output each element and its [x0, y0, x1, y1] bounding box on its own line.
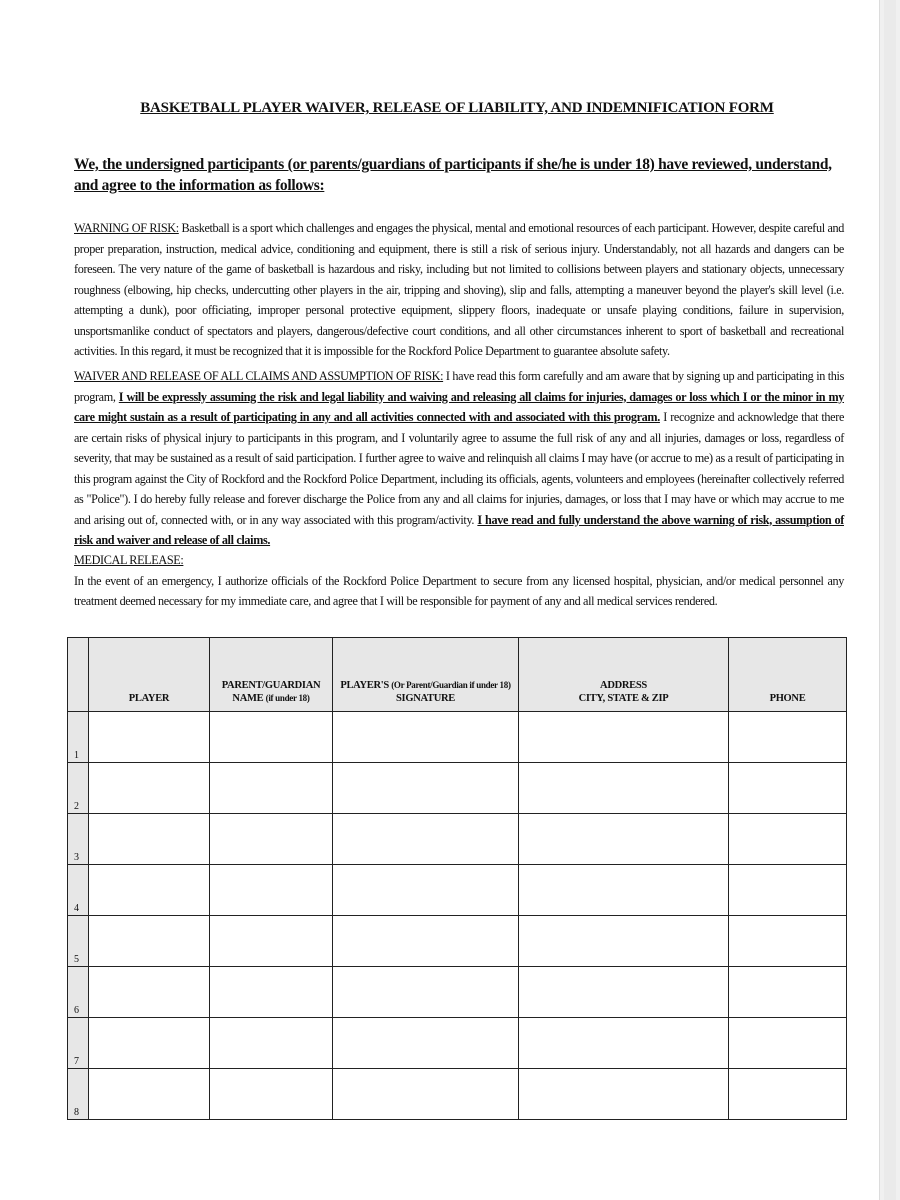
player-cell[interactable] [89, 1018, 210, 1069]
warning-text: Basketball is a sport which challenges and engages the physical, mental and emotional resources of each participant. However, despite careful and proper preparation, instruction, medical advice, conditioning and equipment, there is still a risk of serious injury. Understandably, not all hazards and dangers can be foreseen. The very nature of the game of basketball is hazardous and risky, including but not limited to collisions between players and stationary objects, unnecessary roughness (elbowing, hip checks, undercutting other players in the air, tripping and shoving), slip and falls, attempting a maneuver beyond the player's skill level (i.e. attempting a dunk), poor officiating, improper personal protective equipment, slippery floors, inadequate or unsafe playing conditions, failure in supervision, unsportsmanlike conduct of spectators and players, dangerous/defective court conditions, and all other circumstances inherent to sport of basketball and recreational activities. In this regard, it must be recognized that it is impossible for the Rockford Police Department to guarantee absolute safety. [74, 221, 844, 358]
signature-cell[interactable] [333, 916, 519, 967]
address-cell[interactable] [519, 865, 729, 916]
vertical-scrollbar[interactable] [879, 0, 900, 1200]
player-cell[interactable] [89, 814, 210, 865]
player-cell[interactable] [89, 763, 210, 814]
row-number: 4 [68, 865, 89, 916]
waiver-text-1: I have read this form carefully and am aware that by signing up and participating in this program, [74, 369, 844, 404]
player-cell[interactable] [89, 865, 210, 916]
address-cell[interactable] [519, 1018, 729, 1069]
phone-cell[interactable] [729, 1069, 847, 1120]
player-cell[interactable] [89, 712, 210, 763]
address-cell[interactable] [519, 814, 729, 865]
form-title: BASKETBALL PLAYER WAIVER, RELEASE OF LIABILITY, AND INDEMNIFICATION FORM [140, 100, 774, 116]
signature-cell[interactable] [333, 865, 519, 916]
guardian-name-cell[interactable] [210, 865, 333, 916]
guardian-name-cell[interactable] [210, 712, 333, 763]
medical-text: In the event of an emergency, I authorize officials of the Rockford Police Department to secure from any licensed hospital, physician, and/or medical personnel any treatment deemed necessary for my immediate care, and agree that I will be responsible for payment of any and all medical services rendered. [74, 573, 844, 608]
phone-cell[interactable] [729, 865, 847, 916]
table-row [68, 916, 847, 967]
scrollbar-thumb[interactable] [884, 0, 896, 1200]
phone-cell[interactable] [729, 967, 847, 1018]
address-header: ADDRESS CITY, STATE & ZIP [519, 638, 729, 712]
intro-statement: We, the undersigned participants (or parents/guardians of participants if she/he is under 18) have reviewed, understand, and agree to the information as follows: [74, 156, 832, 194]
player-header: PLAYER [89, 638, 210, 712]
table-row [68, 763, 847, 814]
phone-header: PHONE [729, 638, 847, 712]
row-number: 1 [68, 712, 89, 763]
signature-table [67, 637, 847, 1120]
table-header-row [68, 638, 847, 712]
table-row [68, 865, 847, 916]
phone-cell[interactable] [729, 814, 847, 865]
signature-cell[interactable] [333, 763, 519, 814]
table-row [68, 967, 847, 1018]
guardian-header: PARENT/GUARDIAN NAME (if under 18) [210, 638, 333, 712]
waiver-heading: WAIVER AND RELEASE OF ALL CLAIMS AND ASSUMPTION OF RISK: [74, 369, 444, 383]
signature-cell[interactable] [333, 1069, 519, 1120]
guardian-name-cell[interactable] [210, 916, 333, 967]
guardian-name-cell[interactable] [210, 1069, 333, 1120]
signature-cell[interactable] [333, 712, 519, 763]
address-cell[interactable] [519, 1069, 729, 1120]
signature-cell[interactable] [333, 967, 519, 1018]
signature-cell[interactable] [333, 1018, 519, 1069]
address-cell[interactable] [519, 712, 729, 763]
row-number: 8 [68, 1069, 89, 1120]
phone-cell[interactable] [729, 763, 847, 814]
address-cell[interactable] [519, 763, 729, 814]
waiver-text-2: I recognize and acknowledge that there are certain risks of physical injury to participants in this program, and I voluntarily agree to assume the full risk of any and all injuries, damages or loss, regardless of severity, that may be sustained as a result of said participation. I further agree to waive and relinquish all claims I may have (or accrue to me) as a result of participating in this program against the City of Rockford and the Rockford Police Department, including its officials, agents, volunteers and employees (hereinafter collectively referred as "Police"). I do hereby fully release and forever discharge the Police from any and all claims for injuries, damages, or loss that I may have or which may accrue to me and arising out of, connected with, or in any way associated with this program/activity. [74, 410, 845, 527]
medical-release-section [74, 550, 844, 612]
warning-of-risk-section [74, 218, 844, 362]
table-row [68, 1018, 847, 1069]
row-number: 3 [68, 814, 89, 865]
table-row [68, 712, 847, 763]
player-cell[interactable] [89, 1069, 210, 1120]
waiver-release-section [74, 366, 844, 551]
phone-cell[interactable] [729, 1018, 847, 1069]
address-cell[interactable] [519, 916, 729, 967]
row-number: 5 [68, 916, 89, 967]
row-number: 6 [68, 967, 89, 1018]
guardian-name-cell[interactable] [210, 763, 333, 814]
warning-heading: WARNING OF RISK: [74, 221, 179, 235]
phone-cell[interactable] [729, 712, 847, 763]
signature-header: PLAYER'S (Or Parent/Guardian if under 18) SIGNATURE [333, 638, 519, 712]
row-number-header [68, 638, 89, 712]
player-cell[interactable] [89, 967, 210, 1018]
row-number: 7 [68, 1018, 89, 1069]
player-cell[interactable] [89, 916, 210, 967]
phone-cell[interactable] [729, 916, 847, 967]
table-row [68, 1069, 847, 1120]
table-row [68, 814, 847, 865]
guardian-name-cell[interactable] [210, 1018, 333, 1069]
signature-cell[interactable] [333, 814, 519, 865]
medical-heading: MEDICAL RELEASE: [74, 553, 184, 567]
waiver-bold-1: I will be expressly assuming the risk and legal liability and waiving and releasing all claims for injuries, damages or loss which I or the minor in my care might sustain as a result of participating in any and all activities connected with and associated with this program. [74, 389, 844, 424]
address-cell[interactable] [519, 967, 729, 1018]
guardian-name-cell[interactable] [210, 967, 333, 1018]
waiver-bold-2: I have read and fully understand the above warning of risk, assumption of risk and waiver and release of all claims. [74, 512, 844, 547]
row-number: 2 [68, 763, 89, 814]
guardian-name-cell[interactable] [210, 814, 333, 865]
